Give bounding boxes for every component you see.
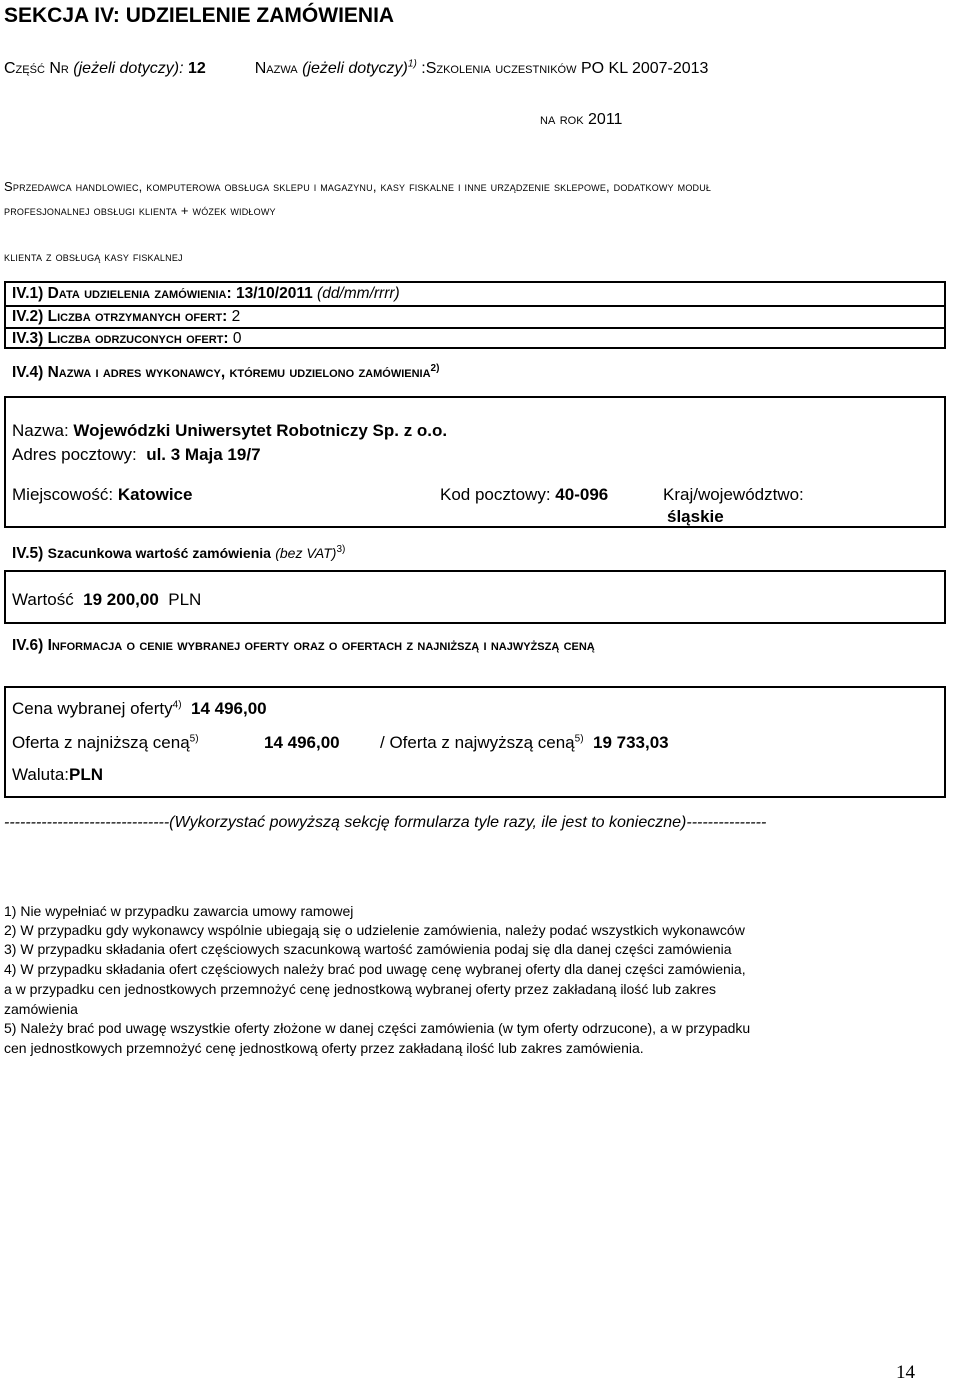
value-amount: 19 200,00 (83, 590, 159, 609)
contractor-address-row (12, 445, 261, 465)
contractor-name-label: Nazwa: (12, 421, 69, 440)
currency-row (12, 765, 103, 785)
description-line-1: Sprzedawca handlowiec, komputerowa obsługa sklepu i magazynu, kasy fiskalne i inne urządzenie sklepowe, dodatkowy moduł (4, 179, 712, 194)
highest-offer-value: 19 733,03 (593, 733, 669, 752)
part-label: Część Nr (4, 60, 69, 77)
contractor-region-label: Kraj/województwo: (663, 485, 804, 504)
iv6-heading (12, 637, 595, 655)
footnote-3: 3) W przypadku składania ofert częściowych szacunkową wartość zamówienia podaj się dla danej części zamówienia (4, 941, 732, 957)
iv3-value: 0 (232, 330, 242, 347)
contractor-address-value: ul. 3 Maja 19/7 (146, 445, 261, 464)
part-hint: (jeżeli dotyczy): (73, 60, 184, 77)
contractor-postal-value: 40-096 (555, 485, 609, 504)
lowest-offer-footnote: 5) (189, 733, 199, 745)
highest-offer-footnote: 5) (574, 733, 584, 745)
lowest-offer-group (12, 733, 199, 753)
iv4-label: IV.4) Nazwa i adres wykonawcy, któremu udzielono zamówienia (12, 364, 431, 381)
selected-offer-row (12, 699, 267, 719)
iv1-value: 13/10/2011 (235, 285, 313, 302)
iv1-label: IV.1) Data udzielenia zamówienia: (12, 285, 232, 302)
highest-offer-label: / Oferta z najwyższą ceną (380, 733, 575, 752)
footnote-1: 1) Nie wypełniać w przypadku zawarcia umowy ramowej (4, 903, 354, 919)
iv4-heading (12, 364, 439, 382)
selected-offer-label: Cena wybranej oferty (12, 699, 173, 718)
value-label: Wartość (12, 590, 74, 609)
year-prefix: na rok (540, 111, 584, 128)
iv2-row (12, 308, 240, 326)
part-name-value-2: PO KL 2007-2013 (580, 60, 709, 77)
part-name-value-1: :Szkolenia uczestników (421, 60, 577, 77)
lowest-offer-value: 14 496,00 (264, 733, 340, 752)
lowest-offer-label: Oferta z najniższą ceną (12, 733, 190, 752)
iv2-value: 2 (231, 308, 241, 325)
currency-label: Waluta: (12, 765, 70, 784)
footnote-5b: cen jednostkowych przemnożyć cenę jednostkową oferty przez zakładaną ilość lub zakres zamówienia. (4, 1040, 644, 1056)
iv3-label: IV.3) Liczba odrzuconych ofert: (12, 330, 229, 347)
part-name-label: Nazwa (254, 60, 298, 77)
iv5-heading (12, 545, 345, 563)
iv1-row (12, 285, 400, 303)
selected-offer-footnote: 4) (172, 699, 182, 711)
footnote-4c: zamówienia (4, 1001, 78, 1017)
part-line (4, 60, 708, 78)
iv6-label: IV.6) Informacja o cenie wybranej oferty oraz o ofertach z najniższą i najwyższą ceną (12, 637, 595, 654)
contractor-address-label: Adres pocztowy: (12, 445, 137, 464)
contractor-city-row (12, 485, 192, 505)
currency-value: PLN (69, 765, 104, 784)
iv5-label: Szacunkowa wartość zamówienia (47, 545, 271, 561)
contractor-city-label: Miejscowość: (12, 485, 114, 504)
description-line-2: profesjonalnej obsługi klienta + wózek widłowy (4, 203, 276, 218)
description-line-3: klienta z obsługą kasy fiskalnej (4, 249, 183, 264)
footnote-2: 2) W przypadku gdy wykonawcy wspólnie ubiegają się o udzielenie zamówienia, należy podać wszystkich wykonawców (4, 922, 745, 938)
iv5-hint: (bez VAT) (275, 545, 337, 561)
iv3-row (12, 330, 241, 348)
selected-offer-value: 14 496,00 (191, 699, 267, 718)
contractor-region-value: śląskie (667, 507, 724, 526)
contractor-postal-row (440, 485, 608, 505)
value-row (12, 590, 201, 610)
part-name-hint: (jeżeli dotyczy) (302, 60, 408, 77)
iv5-footnote: 3) (336, 543, 346, 555)
iv2-label: IV.2) Liczba otrzymanych ofert: (12, 308, 228, 325)
highest-offer-group (380, 733, 669, 753)
part-name-footnote: 1) (407, 58, 417, 70)
year-line (540, 111, 622, 129)
iv1-format: (dd/mm/rrrr) (317, 285, 400, 302)
page-number: 14 (896, 1362, 915, 1383)
footnote-5a: 5) Należy brać pod uwagę wszystkie oferty złożone w danej części zamówienia (w tym oferty odrzucone), a w przypadku (4, 1020, 751, 1036)
part-number: 12 (188, 60, 206, 77)
footnote-4a: 4) W przypadku składania ofert częściowych należy brać pod uwagę cenę wybranej oferty dla danej części zamówienia, (4, 961, 746, 977)
iv4-footnote: 2) (430, 362, 440, 374)
footnote-4b: a w przypadku cen jednostkowych przemnożyć cenę jednostkową wybranej oferty przez zakładaną ilość lub zakres (4, 981, 717, 997)
year-value: 2011 (588, 111, 623, 128)
contractor-postal-label: Kod pocztowy: (440, 485, 551, 504)
value-currency: PLN (168, 590, 202, 609)
iv5-num: IV.5) (12, 545, 44, 562)
contractor-city-value: Katowice (117, 485, 193, 504)
contractor-name-row (12, 421, 447, 441)
section-title: SEKCJA IV: UDZIELENIE ZAMÓWIENIA (4, 4, 395, 27)
contractor-name-value: Wojewódzki Uniwersytet Robotniczy Sp. z o.o. (73, 421, 448, 440)
repeat-section-note: -------------------------------(Wykorzystać powyższą sekcję formularza tyle razy, ile jest to konieczne)--------------- (4, 814, 767, 831)
